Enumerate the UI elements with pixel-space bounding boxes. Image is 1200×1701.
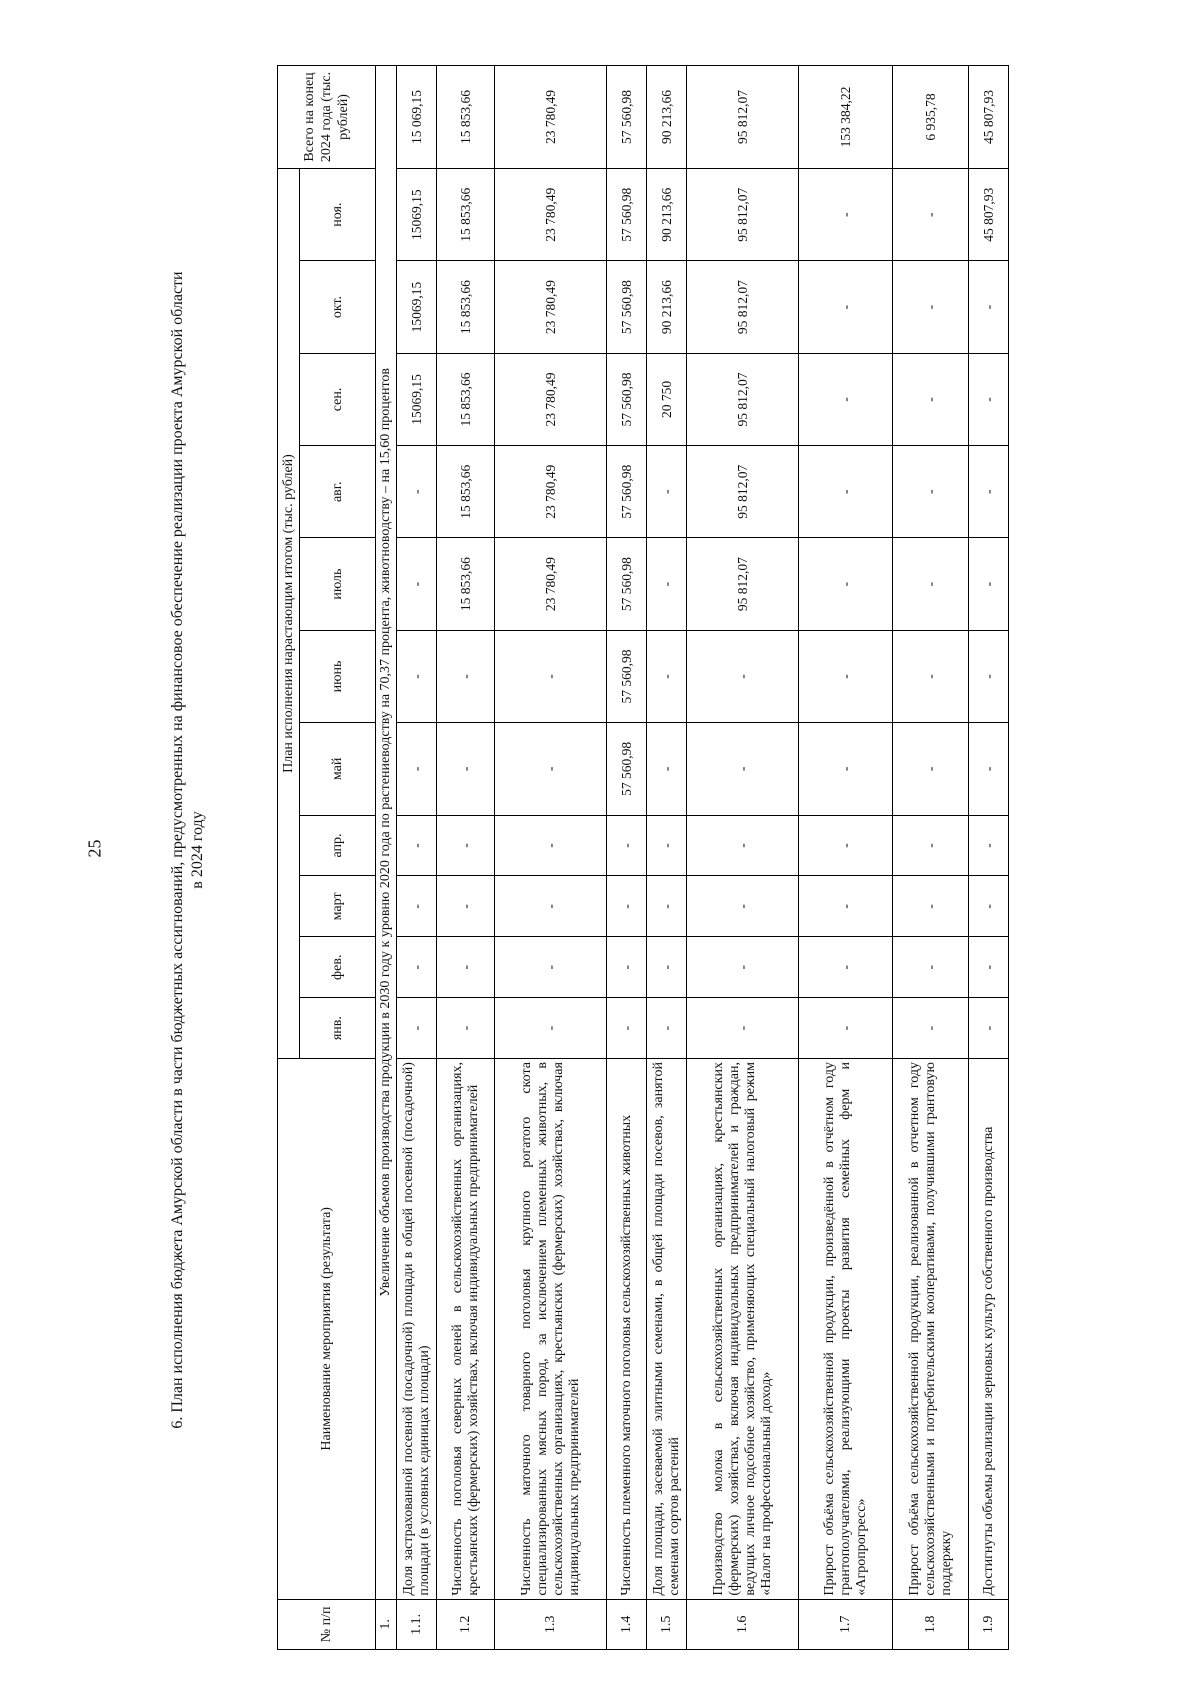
cell-apr: - — [647, 815, 687, 876]
cell-sep: 23 780,49 — [495, 353, 607, 445]
header-plan-group: План исполнения нарастающим итогом (тыс. рублей) — [278, 169, 300, 1059]
cell-sep: 15069,15 — [397, 353, 437, 445]
cell-apr: - — [495, 815, 607, 876]
header-name: Наименование мероприятия (результата) — [278, 1059, 376, 1600]
cell-sep: 95 812,07 — [687, 353, 799, 445]
header-month-feb: фев. — [300, 937, 376, 998]
cell-jun: - — [437, 630, 495, 722]
page-number: 25 — [84, 839, 105, 858]
cell-jan: - — [397, 998, 437, 1059]
header-month-sep: сен. — [300, 353, 376, 445]
cell-jun: - — [799, 630, 893, 722]
header-month-mar: март — [300, 876, 376, 937]
cell-jul: - — [647, 538, 687, 630]
cell-aug: 57 560,98 — [607, 446, 647, 538]
rotated-table-container — [277, 65, 1100, 1650]
cell-aug: 23 780,49 — [495, 446, 607, 538]
cell-jan: - — [607, 998, 647, 1059]
cell-total: 15 853,66 — [437, 66, 495, 169]
cell-jul: 23 780,49 — [495, 538, 607, 630]
section-num: 1. — [376, 1599, 397, 1649]
cell-may: - — [893, 723, 969, 815]
cell-jul: - — [893, 538, 969, 630]
row-name: Достигнуты объемы реализации зерновых культур собственного производства — [969, 1059, 1009, 1600]
cell-aug: - — [893, 446, 969, 538]
cell-jul: 15 853,66 — [437, 538, 495, 630]
cell-feb: - — [437, 937, 495, 998]
cell-nov: 15 853,66 — [437, 169, 495, 261]
cell-apr: - — [397, 815, 437, 876]
row-num: 1.3 — [495, 1599, 607, 1649]
row-name: Численность племенного маточного поголовья сельскохозяйственных животных — [607, 1059, 647, 1600]
cell-mar: - — [495, 876, 607, 937]
cell-may: - — [647, 723, 687, 815]
cell-mar: - — [437, 876, 495, 937]
cell-aug: - — [397, 446, 437, 538]
header-month-jun: июнь — [300, 630, 376, 722]
cell-may: - — [687, 723, 799, 815]
cell-jun: - — [687, 630, 799, 722]
cell-jan: - — [647, 998, 687, 1059]
cell-sep: 15 853,66 — [437, 353, 495, 445]
table-row — [495, 66, 607, 1650]
cell-feb: - — [687, 937, 799, 998]
cell-feb: - — [799, 937, 893, 998]
cell-oct: 15 853,66 — [437, 261, 495, 353]
cell-mar: - — [607, 876, 647, 937]
cell-nov: 57 560,98 — [607, 169, 647, 261]
cell-oct: 57 560,98 — [607, 261, 647, 353]
cell-mar: - — [647, 876, 687, 937]
cell-mar: - — [893, 876, 969, 937]
cell-total: 15 069,15 — [397, 66, 437, 169]
cell-feb: - — [969, 937, 1009, 998]
cell-oct: 90 213,66 — [647, 261, 687, 353]
cell-oct: - — [893, 261, 969, 353]
cell-may: - — [397, 723, 437, 815]
title-line-1: 6. План исполнения бюджета Амурской области в части бюджетных ассигнований, предусмотренных на финансовое обеспечение реализации проекта Амурской области — [169, 271, 186, 1429]
cell-jun: - — [495, 630, 607, 722]
cell-sep: 57 560,98 — [607, 353, 647, 445]
cell-jan: - — [495, 998, 607, 1059]
row-name: Производство молока в сельскохозяйственных организациях, крестьянских (фермерских) хозяйствах, включая индивидуальных предпринимателей и граждан, ведущих личное подсобное хозяйство, применяющих специальный налоговый режим «Налог на профессиональный доход» — [687, 1059, 799, 1600]
cell-aug: 15 853,66 — [437, 446, 495, 538]
cell-sep: 20 750 — [647, 353, 687, 445]
cell-jun: - — [969, 630, 1009, 722]
cell-sep: - — [969, 353, 1009, 445]
page-title — [168, 70, 228, 1630]
cell-may: 57 560,98 — [607, 723, 647, 815]
cell-jun: - — [647, 630, 687, 722]
cell-nov: 95 812,07 — [687, 169, 799, 261]
cell-total: 90 213,66 — [647, 66, 687, 169]
cell-jul: - — [799, 538, 893, 630]
row-num: 1.7 — [799, 1599, 893, 1649]
cell-jul: - — [969, 538, 1009, 630]
table-row — [437, 66, 495, 1650]
row-name: Доля застрахованной посевной (посадочной) площади в общей посевной (посадочной) площади (в условных единицах площади) — [397, 1059, 437, 1600]
cell-oct: - — [969, 261, 1009, 353]
header-month-jan: янв. — [300, 998, 376, 1059]
cell-jun: 57 560,98 — [607, 630, 647, 722]
cell-may: - — [969, 723, 1009, 815]
cell-jun: - — [397, 630, 437, 722]
cell-apr: - — [607, 815, 647, 876]
cell-feb: - — [495, 937, 607, 998]
row-num: 1.8 — [893, 1599, 969, 1649]
cell-oct: 15069,15 — [397, 261, 437, 353]
row-num: 1.9 — [969, 1599, 1009, 1649]
table-row — [397, 66, 437, 1650]
cell-oct: - — [799, 261, 893, 353]
cell-apr: - — [969, 815, 1009, 876]
cell-mar: - — [687, 876, 799, 937]
row-name: Прирост объёма сельскохозяйственной продукции, произведённой в отчётном году грантополучателями, реализующими проекты развития семейных ферм и «Агропрогресс» — [799, 1059, 893, 1600]
cell-total: 23 780,49 — [495, 66, 607, 169]
row-num: 1.2 — [437, 1599, 495, 1649]
cell-aug: 95 812,07 — [687, 446, 799, 538]
cell-sep: - — [799, 353, 893, 445]
table-row — [799, 66, 893, 1650]
cell-nov: 90 213,66 — [647, 169, 687, 261]
cell-nov: - — [799, 169, 893, 261]
table-row — [687, 66, 799, 1650]
table-row — [607, 66, 647, 1650]
cell-feb: - — [647, 937, 687, 998]
cell-jun: - — [893, 630, 969, 722]
cell-nov: - — [893, 169, 969, 261]
cell-aug: - — [969, 446, 1009, 538]
row-num: 1.1. — [397, 1599, 437, 1649]
cell-nov: 45 807,93 — [969, 169, 1009, 261]
cell-jul: 57 560,98 — [607, 538, 647, 630]
cell-total: 45 807,93 — [969, 66, 1009, 169]
cell-nov: 23 780,49 — [495, 169, 607, 261]
cell-jan: - — [969, 998, 1009, 1059]
header-month-aug: авг. — [300, 446, 376, 538]
header-month-nov: ноя. — [300, 169, 376, 261]
cell-aug: - — [647, 446, 687, 538]
cell-mar: - — [397, 876, 437, 937]
cell-apr: - — [437, 815, 495, 876]
row-name: Доля площади, засеваемой элитными семенами, в общей площади посевов, занятой семенами сортов растений — [647, 1059, 687, 1600]
header-total: Всего на конец 2024 года (тыс. рублей) — [278, 66, 376, 169]
cell-may: - — [495, 723, 607, 815]
cell-feb: - — [397, 937, 437, 998]
cell-feb: - — [607, 937, 647, 998]
cell-oct: 95 812,07 — [687, 261, 799, 353]
row-num: 1.4 — [607, 1599, 647, 1649]
cell-total: 57 560,98 — [607, 66, 647, 169]
cell-aug: - — [799, 446, 893, 538]
cell-jan: - — [437, 998, 495, 1059]
cell-mar: - — [799, 876, 893, 937]
row-num: 1.5 — [647, 1599, 687, 1649]
cell-apr: - — [893, 815, 969, 876]
table-row — [969, 66, 1009, 1650]
cell-may: - — [799, 723, 893, 815]
header-month-oct: окт. — [300, 261, 376, 353]
section-title: Увеличение объемов производства продукции в 2030 году к уровню 2020 года по растениеводству на 70,37 процента, животноводству – на 15,60 процентов — [376, 66, 397, 1600]
row-name: Численность маточного товарного поголовья крупного рогатого скота специализированных мясных пород, за исключением племенных животных, в сельскохозяйственных организациях, крестьянских (фермерских) хозяйствах, включая индивидуальных предпринимателей — [495, 1059, 607, 1600]
cell-may: - — [437, 723, 495, 815]
cell-nov: 15069,15 — [397, 169, 437, 261]
header-month-jul: июль — [300, 538, 376, 630]
row-num: 1.6 — [687, 1599, 799, 1649]
cell-mar: - — [969, 876, 1009, 937]
table-row — [647, 66, 687, 1650]
row-name: Прирост объёма сельскохозяйственной продукции, реализованной в отчетном году сельскохозяйственными и потребительскими кооперативами, получившими грантовую поддержку — [893, 1059, 969, 1600]
cell-jul: 95 812,07 — [687, 538, 799, 630]
cell-apr: - — [687, 815, 799, 876]
cell-feb: - — [893, 937, 969, 998]
budget-plan-table — [277, 65, 1009, 1650]
cell-sep: - — [893, 353, 969, 445]
cell-apr: - — [799, 815, 893, 876]
header-month-may: май — [300, 723, 376, 815]
cell-jan: - — [799, 998, 893, 1059]
table-row — [893, 66, 969, 1650]
cell-total: 6 935,78 — [893, 66, 969, 169]
row-name: Численность поголовья северных оленей в сельскохозяйственных организациях, крестьянских (фермерских) хозяйствах, включая индивидуальных предпринимателей — [437, 1059, 495, 1600]
header-month-apr: апр. — [300, 815, 376, 876]
cell-total: 153 384,22 — [799, 66, 893, 169]
cell-jan: - — [893, 998, 969, 1059]
cell-jul: - — [397, 538, 437, 630]
cell-oct: 23 780,49 — [495, 261, 607, 353]
cell-total: 95 812,07 — [687, 66, 799, 169]
title-line-2: в 2024 году — [189, 811, 206, 889]
header-num: № п/п — [278, 1599, 376, 1649]
cell-jan: - — [687, 998, 799, 1059]
